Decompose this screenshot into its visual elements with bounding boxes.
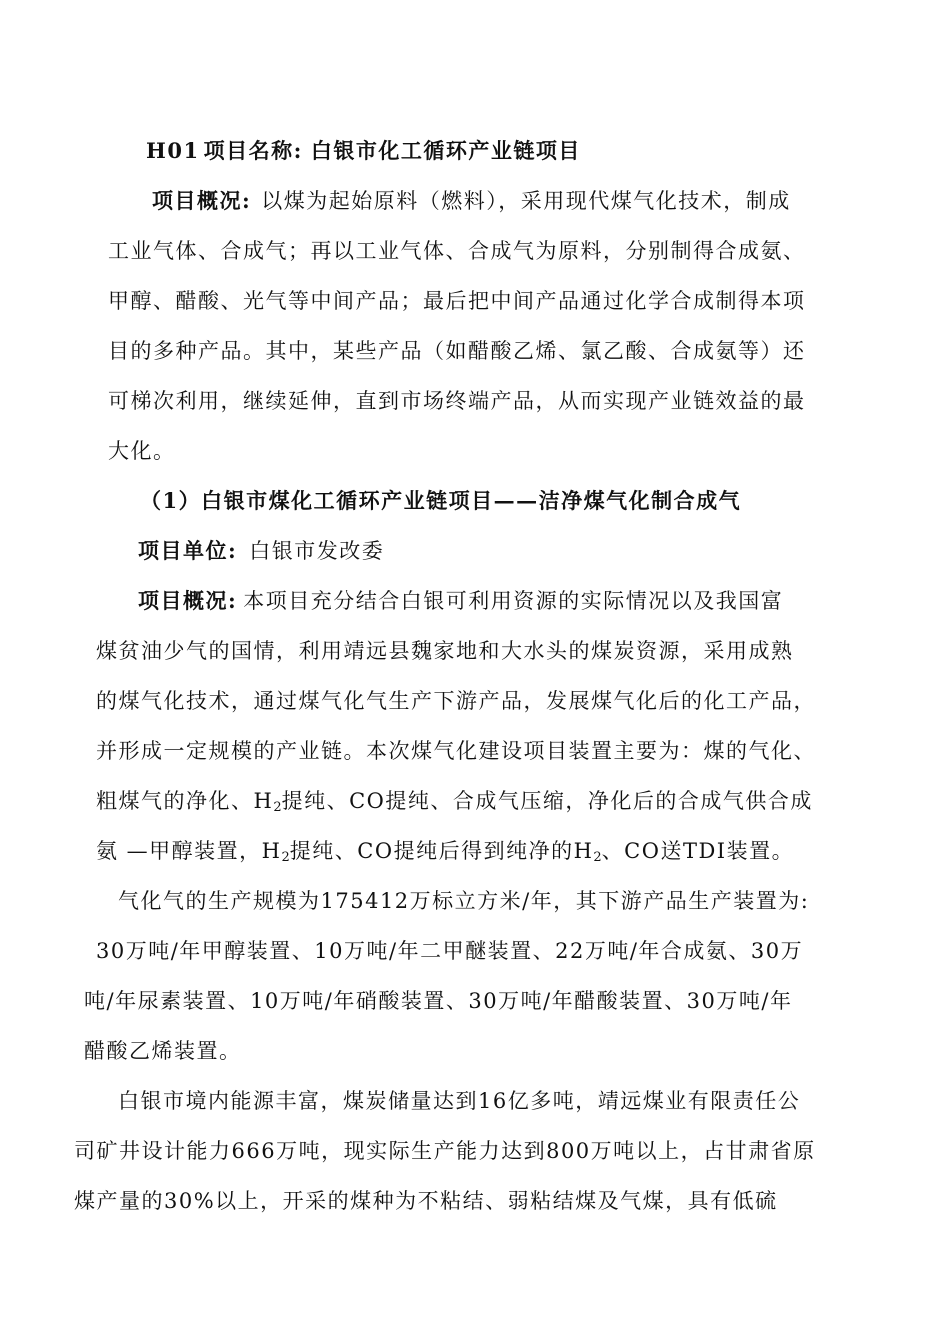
subscript: 2 <box>281 850 290 865</box>
overview1-line-5: 可梯次利用，继续延伸，直到市场终端产品，从而实现产业链效益的最 <box>108 389 806 413</box>
text-fragment: 氨 —甲醇装置，H <box>96 839 282 863</box>
overview1-line-3: 甲醇、醋酸、光气等中间产品；最后把中间产品通过化学合成制得本项 <box>108 289 806 313</box>
overview2-line-4: 并形成一定规模的产业链。本次煤气化建设项目装置主要为：煤的气化、 <box>96 739 816 763</box>
overview2-line-3: 的煤气化技术，通过煤气化气生产下游产品，发展煤气化后的化工产品， <box>96 689 816 713</box>
text-fragment: 粗煤气的净化、H <box>96 789 274 813</box>
scale-line-2: 30万吨/年甲醇装置、10万吨/年二甲醚装置、22万吨/年合成氨、30万 <box>96 939 804 963</box>
overview2-line-2: 煤贫油少气的国情，利用靖远县魏家地和大水头的煤炭资源，采用成熟 <box>96 639 794 663</box>
energy-line-2: 司矿井设计能力666万吨，现实际生产能力达到800万吨以上，占甘肃省原 <box>74 1139 816 1163</box>
unit-value: 白银市发改委 <box>249 539 385 563</box>
overview2-line-6 <box>96 836 794 873</box>
overview1-label: 项目概况: <box>152 188 252 213</box>
overview1-line-1 <box>152 186 791 216</box>
subproject-title: （1）白银市煤化工循环产业链项目——洁净煤气化制合成气 <box>140 488 742 513</box>
overview2-text: 本项目充分结合白银可利用资源的实际情况以及我国富 <box>243 589 784 613</box>
overview2-label: 项目概况: <box>138 588 238 613</box>
overview1-line-4: 目的多种产品。其中，某些产品（如醋酸乙烯、氯乙酸、合成氨等）还 <box>108 339 806 363</box>
energy-line-1: 白银市境内能源丰富，煤炭储量达到16亿多吨，靖远煤业有限责任公 <box>118 1089 801 1113</box>
scale-line-3: 吨/年尿素装置、10万吨/年硝酸装置、30万吨/年醋酸装置、30万吨/年 <box>84 989 793 1013</box>
unit-line <box>138 536 384 566</box>
scale-line-1: 气化气的生产规模为175412万标立方米/年，其下游产品生产装置为: <box>118 889 810 913</box>
overview1-text: 以煤为起始原料（燃料），采用现代煤气化技术，制成 <box>261 189 791 213</box>
heading-code: H01 <box>146 138 200 163</box>
heading-value: 白银市化工循环产业链项目 <box>310 138 581 163</box>
text-fragment: 提纯、CO提纯后得到纯净的H <box>289 839 594 863</box>
unit-label: 项目单位: <box>138 538 238 563</box>
overview1-line-2: 工业气体、合成气；再以工业气体、合成气为原料，分别制得合成氨、 <box>108 239 806 263</box>
text-fragment: 、CO送TDI装置。 <box>601 839 795 863</box>
overview1-line-6: 大化。 <box>108 439 176 463</box>
scale-line-4: 醋酸乙烯装置。 <box>84 1039 242 1063</box>
text-fragment: 提纯、CO提纯、合成气压缩，净化后的合成气供合成 <box>281 789 813 813</box>
heading-label: 项目名称: <box>203 138 303 163</box>
subscript: 2 <box>593 850 602 865</box>
subscript: 2 <box>273 800 282 815</box>
overview2-line-1 <box>138 586 783 616</box>
overview2-line-5 <box>96 786 813 823</box>
energy-line-3: 煤产量的30%以上，开采的煤种为不粘结、弱粘结煤及气煤，具有低硫 <box>74 1189 778 1213</box>
section-heading <box>146 136 581 166</box>
